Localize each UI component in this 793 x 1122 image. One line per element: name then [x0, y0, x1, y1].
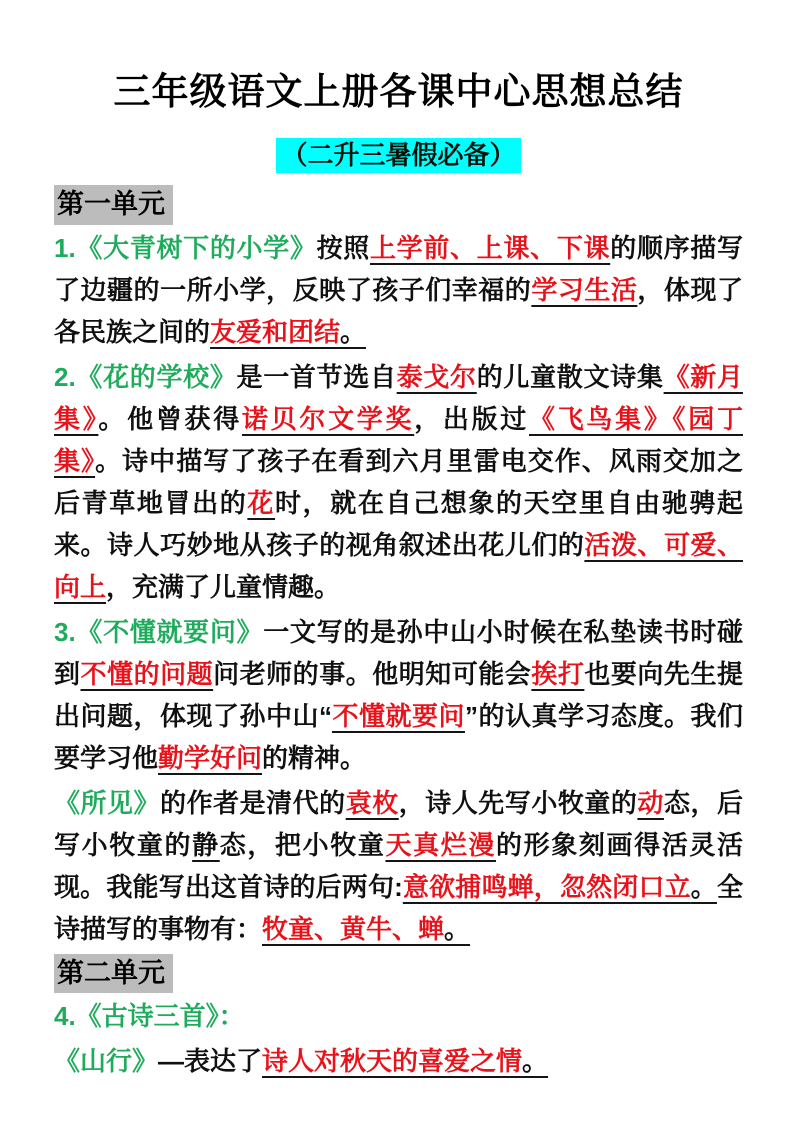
highlighted-term-segment: 《飞鸟集》《园丁集》	[54, 403, 743, 476]
highlighted-term-segment: 友爱和团结	[210, 316, 341, 347]
highlighted-term-segment: 诺贝尔文学奖	[241, 403, 415, 434]
text-segment: ，体现了各民族之间的	[54, 274, 743, 347]
course-title-segment: 1.《大青树下的小学》	[54, 232, 317, 263]
text-segment: 一文写的是孙中山小时候在私垫读书时碰到	[54, 616, 743, 689]
text-segment: ，充满了儿童情趣。	[106, 571, 341, 602]
highlighted-term-segment: 牧童、黄牛、蝉	[262, 913, 445, 944]
underlined-text-segment: 。	[340, 316, 367, 347]
highlighted-term-segment: 不懂就要问	[331, 700, 465, 731]
text-segment: 也要向先生提出问题，体现了孙中山“	[54, 658, 743, 731]
highlighted-term-segment: 《新月集》	[54, 361, 743, 434]
underlined-text-segment: 。	[444, 913, 471, 944]
highlighted-term-segment: 天真烂漫	[385, 829, 496, 860]
section-header-unit1: 第一单元	[54, 185, 173, 224]
text-segment: ”的认真学习态度。我们要学习他	[54, 700, 743, 773]
paragraph-lesson-3	[54, 611, 743, 779]
course-title-segment: 4.《古诗三首》：	[54, 1000, 245, 1031]
paragraph-lesson-1	[54, 227, 743, 353]
highlighted-term-segment: 学习生活	[531, 274, 638, 305]
subtitle-row	[54, 138, 743, 173]
text-segment: 态，把小牧童	[219, 829, 386, 860]
text-segment: 的儿童散文诗集	[476, 361, 664, 392]
highlighted-term-segment: 活泼、可爱、向上	[54, 529, 743, 602]
text-segment: ，出版过	[414, 403, 530, 434]
text-segment: ，诗人先写小牧童的	[398, 787, 638, 818]
highlighted-term-segment: 动	[637, 787, 664, 818]
highlighted-term-segment: 不懂的问题	[80, 658, 214, 689]
course-title-segment: 2.《花的学校》	[54, 361, 237, 392]
course-title-segment: 3.《不懂就要问》	[54, 616, 264, 647]
course-title-segment: 《所见》	[54, 787, 161, 818]
text-segment: 全诗描写的事物有：	[54, 871, 743, 944]
paragraph-shanxing	[54, 1040, 743, 1082]
highlighted-term-segment: 勤学好问	[158, 742, 263, 773]
highlighted-term-segment: 诗人对秋天的喜爱之情	[262, 1045, 523, 1076]
text-segment: 问老师的事。他明知可能会	[213, 658, 532, 689]
page-title: 三年级语文上册各课中心思想总结	[113, 71, 684, 112]
highlighted-term-segment: 挨打	[531, 658, 585, 689]
text-segment: 的精神。	[262, 742, 367, 773]
underlined-text-segment: 静	[192, 829, 220, 860]
text-segment: 的顺序描写了边疆的一所小学，反映了孩子们幸福的	[54, 232, 743, 305]
text-segment: 。他曾获得	[98, 403, 242, 434]
text-segment: —表达了	[158, 1045, 263, 1076]
highlighted-term-segment: 泰戈尔	[396, 361, 477, 392]
text-segment: 的作者是清代的	[160, 787, 346, 818]
underlined-text-segment: 。	[522, 1045, 549, 1076]
text-segment: 是一首节选自	[236, 361, 397, 392]
unit1-header-row	[54, 185, 743, 224]
text-segment: 态，后写小牧童的	[54, 787, 743, 860]
text-segment: 时，就在自己想象的天空里自由驰骋起来。诗人巧妙地从孩子的视角叙述出花儿们的	[54, 487, 743, 560]
unit2-header-row	[54, 954, 743, 993]
underlined-text-segment: 。	[690, 871, 717, 902]
text-segment: 的形象刻画得活灵活现。我能写出这首诗的后两句:	[54, 829, 743, 902]
paragraph-lesson-4	[54, 995, 743, 1037]
subtitle-badge: （二升三暑假必备）	[276, 138, 520, 173]
text-segment: 按照	[316, 232, 370, 263]
highlighted-term-segment: 袁枚	[345, 787, 399, 818]
highlighted-term-segment: 意欲捕鸣蝉，忽然闭口立	[402, 871, 691, 902]
highlighted-term-segment: 花	[247, 487, 275, 518]
paragraph-lesson-2	[54, 356, 743, 608]
highlighted-term-segment: 上学前、上课、下课	[369, 232, 611, 263]
course-title-segment: 《山行》	[54, 1045, 159, 1076]
section-header-unit2: 第二单元	[54, 954, 173, 993]
paragraph-suojian	[54, 782, 743, 950]
text-segment: 。诗中描写了孩子在看到六月里雷电交作、风雨交加之后青草地冒出的	[54, 445, 743, 518]
